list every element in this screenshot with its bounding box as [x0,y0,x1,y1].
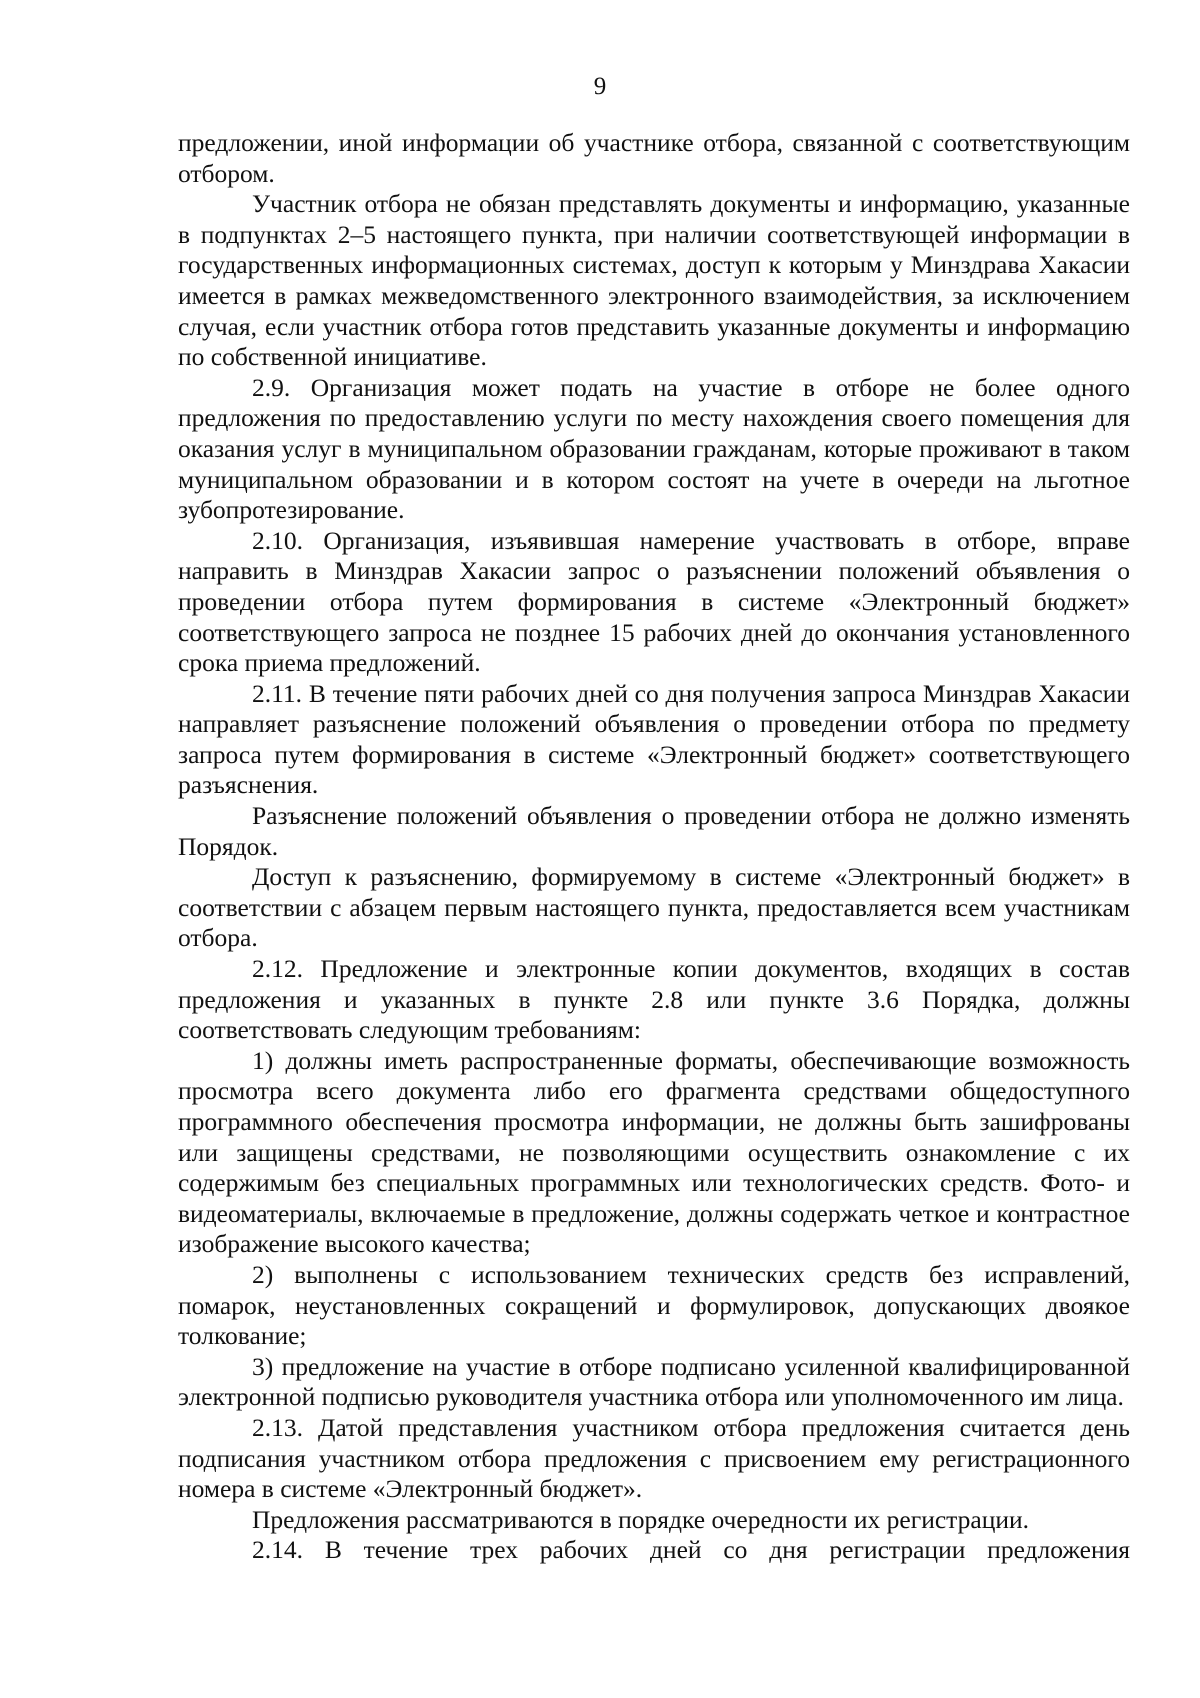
paragraph-documents-not-required: Участник отбора не обязан представлять документы и информацию, указанные в подпунктах 2–5 настоящего пункта, при наличии соответствующей информации в государственных информационных системах, доступ к которым у Минздрава Хакасии имеется в рамках межведомственного электронного взаимодействия, за исключением случая, если участник отбора готов представить указанные документы и информацию по собственной инициативе. [178,189,1130,372]
paragraph-2-10: 2.10. Организация, изъявившая намерение участвовать в отборе, вправе направить в Минздрав Хакасии запрос о разъяснении положений объявления о проведении отбора путем формирования в системе «Электронный бюджет» соответствующего запроса не позднее 15 рабочих дней до окончания установленного срока приема предложений. [178,525,1130,678]
page-number: 9 [593,73,607,100]
paragraph-clarification-not-change-order: Разъяснение положений объявления о проведении отбора не должно изменять Порядок. [178,801,1130,861]
paragraph-2-12: 2.12. Предложение и электронные копии документов, входящих в состав предложения и указанных в пункте 2.8 или пункте 3.6 Порядка, должны соответствовать следующим требованиям: [178,954,1130,1045]
paragraph-registration-order: Предложения рассматриваются в порядке очередности их регистрации. [252,1504,1030,1534]
paragraph-2-13: 2.13. Датой представления участником отбора предложения считается день подписания участником отбора предложения с присвоением ему регистрационного номера в системе «Электронный бюджет». [178,1412,1130,1504]
paragraph-participant-info-continuation: предложении, иной информации об участнике отбора, связанной с соответствующим отбором. [178,128,1130,188]
list-item-requirement-3: 3) предложение на участие в отборе подписано усиленной квалифицированной электронной подписью руководителя участника отбора или уполномоченного им лица. [178,1351,1130,1412]
paragraph-2-11: 2.11. В течение пяти рабочих дней со дня получения запроса Минздрав Хакасии направляет разъяснение положений объявления о проведении отбора по предмету запроса путем формирования в системе «Электронный бюджет» соответствующего разъяснения. [178,678,1130,800]
paragraph-clarification-access: Доступ к разъяснению, формируемому в системе «Электронный бюджет» в соответствии с абзацем первым настоящего пункта, предоставляется всем участникам отбора. [178,862,1130,953]
list-item-requirement-2: 2) выполнены с использованием технических средств без исправлений, помарок, неустановленных сокращений и формулировок, допускающих двоякое толкование; [178,1259,1130,1351]
paragraph-2-14: 2.14. В течение трех рабочих дней со дня регистрации предложения [252,1535,1130,1565]
list-item-requirement-1: 1) должны иметь распространенные форматы, обеспечивающие возможность просмотра всего документа либо его фрагмента средствами общедоступного программного обеспечения просмотра информации, не должны быть зашифрованы или защищены средствами, не позволяющими осуществить ознакомление с их содержимым без специальных программных или технологических средств. Фото- и видеоматериалы, включаемые в предложение, должны содержать четкое и контрастное изображение высокого качества; [178,1045,1130,1259]
document-body [178,128,1130,1566]
paragraph-2-9: 2.9. Организация может подать на участие в отборе не более одного предложения по предоставлению услуги по месту нахождения своего помещения для оказания услуг в муниципальном образовании гражданам, которые проживают в таком муниципальном образовании и в котором состоят на учете в очереди на льготное зубопротезирование. [178,372,1130,525]
